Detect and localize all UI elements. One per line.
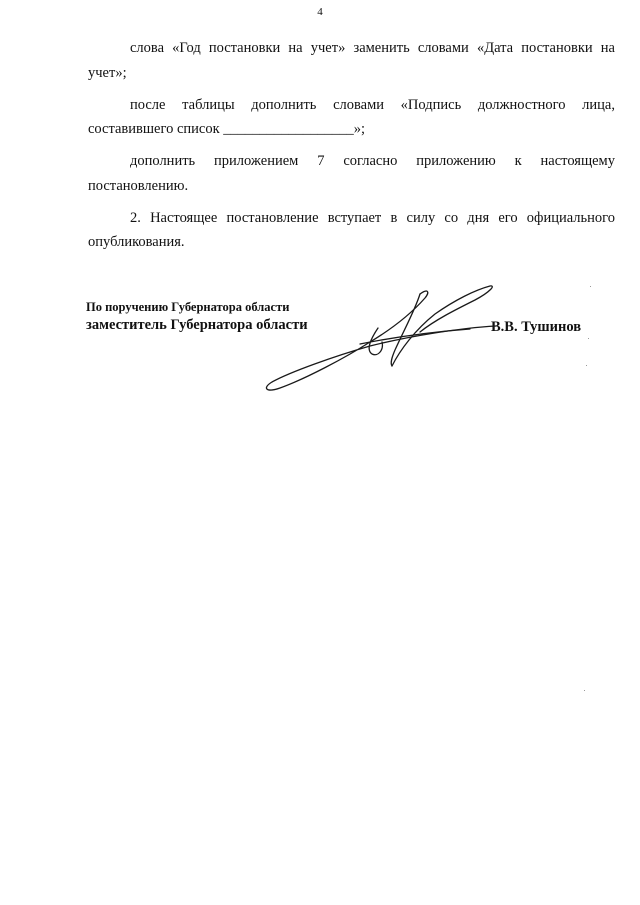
scan-speck: [584, 690, 585, 691]
paragraph-effective-date: 2. Настоящее постановление вступает в силу со дня его официального опубликования.: [88, 209, 615, 250]
signature-authority-line: По поручению Губернатора области: [86, 300, 290, 314]
paragraph-add-appendix: дополнить приложением 7 согласно приложению к настоящему постановлению.: [88, 153, 615, 194]
scan-speck: [590, 286, 591, 287]
signatory-position: заместитель Губернатора области: [86, 317, 308, 333]
signatory-name: В.В. Тушинов: [491, 319, 582, 335]
scan-speck: [586, 365, 587, 366]
page-number: 4: [317, 6, 323, 18]
paragraph-replace-words: слова «Год постановки на учет» заменить словами «Дата постановки на учет»;: [88, 40, 615, 81]
document-body: [88, 36, 615, 262]
handwritten-signature: [260, 280, 500, 395]
scan-speck: [588, 338, 589, 339]
paragraph-add-signature-line: после таблицы дополнить словами «Подпись должностного лица, составившего список __________________»;: [88, 96, 615, 137]
